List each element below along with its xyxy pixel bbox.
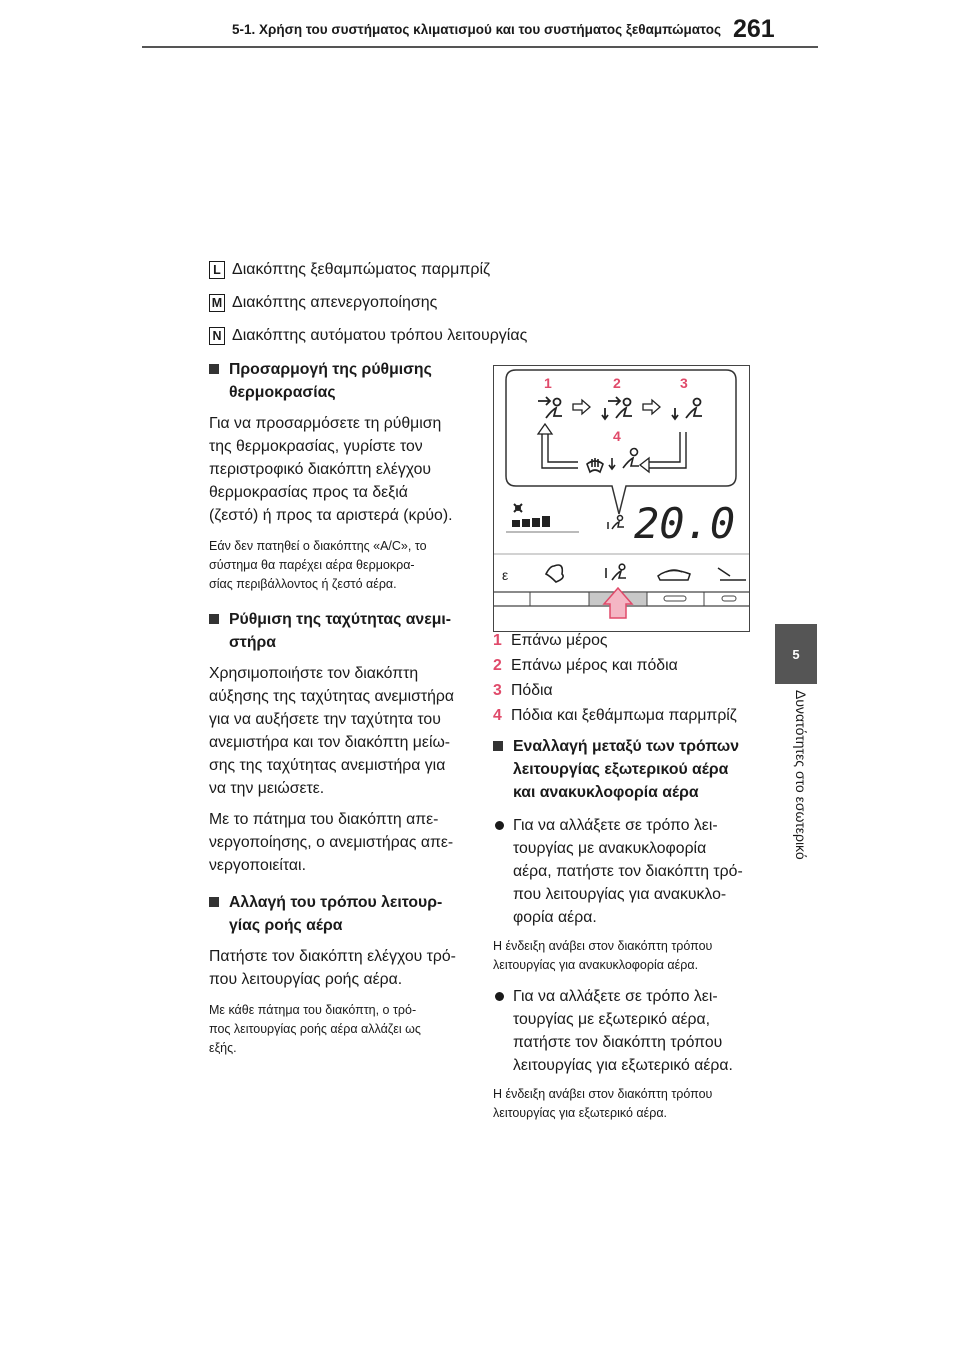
body-line: που λειτουργίας για ανακυκλο- — [513, 886, 727, 903]
body-line: (ζεστό) ή προς τα αριστερά (κρύο). — [209, 507, 453, 524]
indicator-light — [664, 596, 686, 601]
right-column — [493, 629, 763, 1123]
square-bullet-icon — [209, 614, 219, 624]
body-line: τουργίας με εξωτερικό αέρα, — [513, 1011, 711, 1028]
mode-label-4: 4 — [613, 428, 621, 444]
body-line: πατήστε τον διακόπτη τρόπου — [513, 1034, 723, 1051]
mode-text: Επάνω μέρος — [511, 632, 608, 649]
mode-text: Πόδια και ξεθάμπωμα παρμπρίζ — [511, 707, 737, 724]
recirculation-button-icon — [658, 570, 690, 580]
heading-line: λειτουργίας εξωτερικού αέρα — [513, 761, 729, 778]
fan-body-off — [209, 808, 471, 877]
note-line: σίας περιβάλλοντος ή ζεστό αέρα. — [209, 577, 397, 591]
body-line: λειτουργίας για εξωτερικό αέρα. — [513, 1057, 733, 1074]
callout-bubble — [506, 370, 736, 514]
airflow-indicator-icon — [608, 516, 624, 530]
heading-line: θερμοκρασίας — [229, 384, 336, 401]
body-line: νεργοποίησης, ο ανεμιστήρας απε- — [209, 834, 454, 851]
body-line: της θερμοκρασίας, γυρίστε τον — [209, 438, 423, 455]
outside-air-bullet — [493, 985, 763, 1077]
fan-button-icon — [546, 565, 563, 582]
body-line: Για να αλλάξετε σε τρόπο λει- — [513, 988, 718, 1005]
heading-line: Αλλαγή του τρόπου λειτουρ- — [229, 894, 443, 911]
temperature-heading — [209, 358, 471, 404]
mode-label-2: 2 — [613, 375, 621, 391]
note-line: πος λειτουργίας ροής αέρα αλλάζει ως — [209, 1022, 421, 1036]
heading-line: Ρύθμιση της ταχύτητας ανεμι- — [229, 611, 452, 628]
temperature-readout: 20.0 — [634, 499, 736, 548]
mode-list-item — [493, 654, 763, 679]
indicator-light — [722, 596, 736, 601]
letter-box: L — [209, 261, 225, 279]
fan-icon — [514, 504, 522, 512]
note-line: Με κάθε πάτημα του διακόπτη, ο τρό- — [209, 1003, 417, 1017]
page-number: 261 — [733, 15, 775, 43]
note-line: σύστημα θα παρέχει αέρα θερμοκρα- — [209, 558, 415, 572]
section-title: 5-1. Χρήση του συστήματος κλιματισμού και του συστήματος ξεθαμπώματος — [232, 22, 721, 37]
note-line: Εάν δεν πατηθεί ο διακόπτης «A/C», το — [209, 539, 427, 553]
square-bullet-icon — [209, 364, 219, 374]
airflow-mode-note — [209, 1001, 471, 1058]
airflow-mode-figure — [493, 365, 750, 632]
body-line: ανεμιστήρα και τον διακόπτη μείω- — [209, 734, 451, 751]
reference-item-n — [209, 325, 527, 347]
reference-item-m — [209, 292, 437, 314]
body-line: Με το πάτημα του διακόπτη απε- — [209, 811, 439, 828]
fan-heading — [209, 608, 471, 654]
outside-air-button-icon — [718, 568, 746, 580]
mode-list-item — [493, 704, 763, 729]
fan-level-bars — [512, 516, 550, 527]
left-column — [209, 358, 471, 1058]
body-line: νεργοποιείται. — [209, 857, 306, 874]
mode-list-item — [493, 679, 763, 704]
mode-text: Επάνω μέρος και πόδια — [511, 657, 678, 674]
airflow-mode-button-icon — [606, 564, 626, 580]
body-line: Χρησιμοποιήστε τον διακόπτη — [209, 665, 419, 682]
letter-box: N — [209, 327, 225, 345]
reference-text: Διακόπτης απενεργοποίησης — [232, 294, 438, 311]
body-line: αύξησης της ταχύτητας ανεμιστήρα — [209, 688, 455, 705]
recirculation-heading — [493, 735, 763, 804]
heading-line: στήρα — [229, 634, 276, 651]
body-line: σης της ταχύτητας ανεμιστήρα για — [209, 757, 446, 774]
header-divider — [142, 46, 818, 48]
note-line: λειτουργίας για ανακυκλοφορία αέρα. — [493, 958, 699, 972]
heading-line: γίας ροής αέρα — [229, 917, 343, 934]
airflow-mode-heading — [209, 891, 471, 937]
chapter-tab: 5 — [775, 624, 817, 684]
body-line: Για να προσαρμόσετε τη ρύθμιση — [209, 415, 442, 432]
fan-body — [209, 662, 471, 800]
temperature-note — [209, 537, 471, 594]
airflow-mode-body — [209, 945, 471, 991]
reference-item-l — [209, 259, 490, 281]
body-line: Πατήστε τον διακόπτη ελέγχου τρό- — [209, 948, 456, 965]
body-line: θερμοκρασίας προς τα δεξιά — [209, 484, 408, 501]
body-line: περιστροφικό διακόπτη ελέγχου — [209, 461, 432, 478]
body-line: να την μειώσετε. — [209, 780, 325, 797]
temperature-body — [209, 412, 471, 527]
climate-panel-illustration — [494, 366, 749, 631]
mode-number: 4 — [493, 707, 502, 724]
reference-text: Διακόπτης ξεθαμπώματος παρμπρίζ — [232, 261, 491, 278]
body-line: αέρα, πατήστε τον διακόπτη τρό- — [513, 863, 743, 880]
bullet-dot-icon — [495, 821, 504, 830]
heading-line: Προσαρμογή της ρύθμισης — [229, 361, 432, 378]
mode-label-1: 1 — [544, 375, 552, 391]
mode-label-3: 3 — [680, 375, 688, 391]
mode-number: 1 — [493, 632, 502, 649]
letter-box: M — [209, 294, 225, 312]
bullet-dot-icon — [495, 992, 504, 1001]
note-line: λειτουργίας για εξωτερικό αέρα. — [493, 1106, 668, 1120]
heading-line: και ανακυκλοφορία αέρα — [513, 784, 699, 801]
partial-button-icon: ε — [502, 567, 509, 583]
chapter-title-vertical — [783, 690, 811, 890]
mode-list-item — [493, 629, 763, 654]
mode-number: 2 — [493, 657, 502, 674]
body-line: που λειτουργίας ροής αέρα. — [209, 971, 403, 988]
note-line: εξής. — [209, 1041, 237, 1055]
outside-air-note — [493, 1085, 763, 1123]
body-line: Για να αλλάξετε σε τρόπο λει- — [513, 817, 718, 834]
body-line: για να αυξήσετε την ταχύτητα του — [209, 711, 441, 728]
recirculation-note — [493, 937, 763, 975]
note-line: Η ένδειξη ανάβει στον διακόπτη τρόπου — [493, 1087, 713, 1101]
mode-number: 3 — [493, 682, 502, 699]
square-bullet-icon — [493, 741, 503, 751]
heading-line: Εναλλαγή μεταξύ των τρόπων — [513, 738, 739, 755]
recirculation-bullet — [493, 814, 763, 929]
body-line: τουργίας με ανακυκλοφορία — [513, 840, 707, 857]
reference-text: Διακόπτης αυτόματου τρόπου λειτουργίας — [232, 327, 528, 344]
note-line: Η ένδειξη ανάβει στον διακόπτη τρόπου — [493, 939, 713, 953]
square-bullet-icon — [209, 897, 219, 907]
chapter-title: Δυνατότητες στο εσωτερικό — [793, 690, 809, 860]
body-line: φορία αέρα. — [513, 909, 597, 926]
mode-text: Πόδια — [511, 682, 553, 699]
